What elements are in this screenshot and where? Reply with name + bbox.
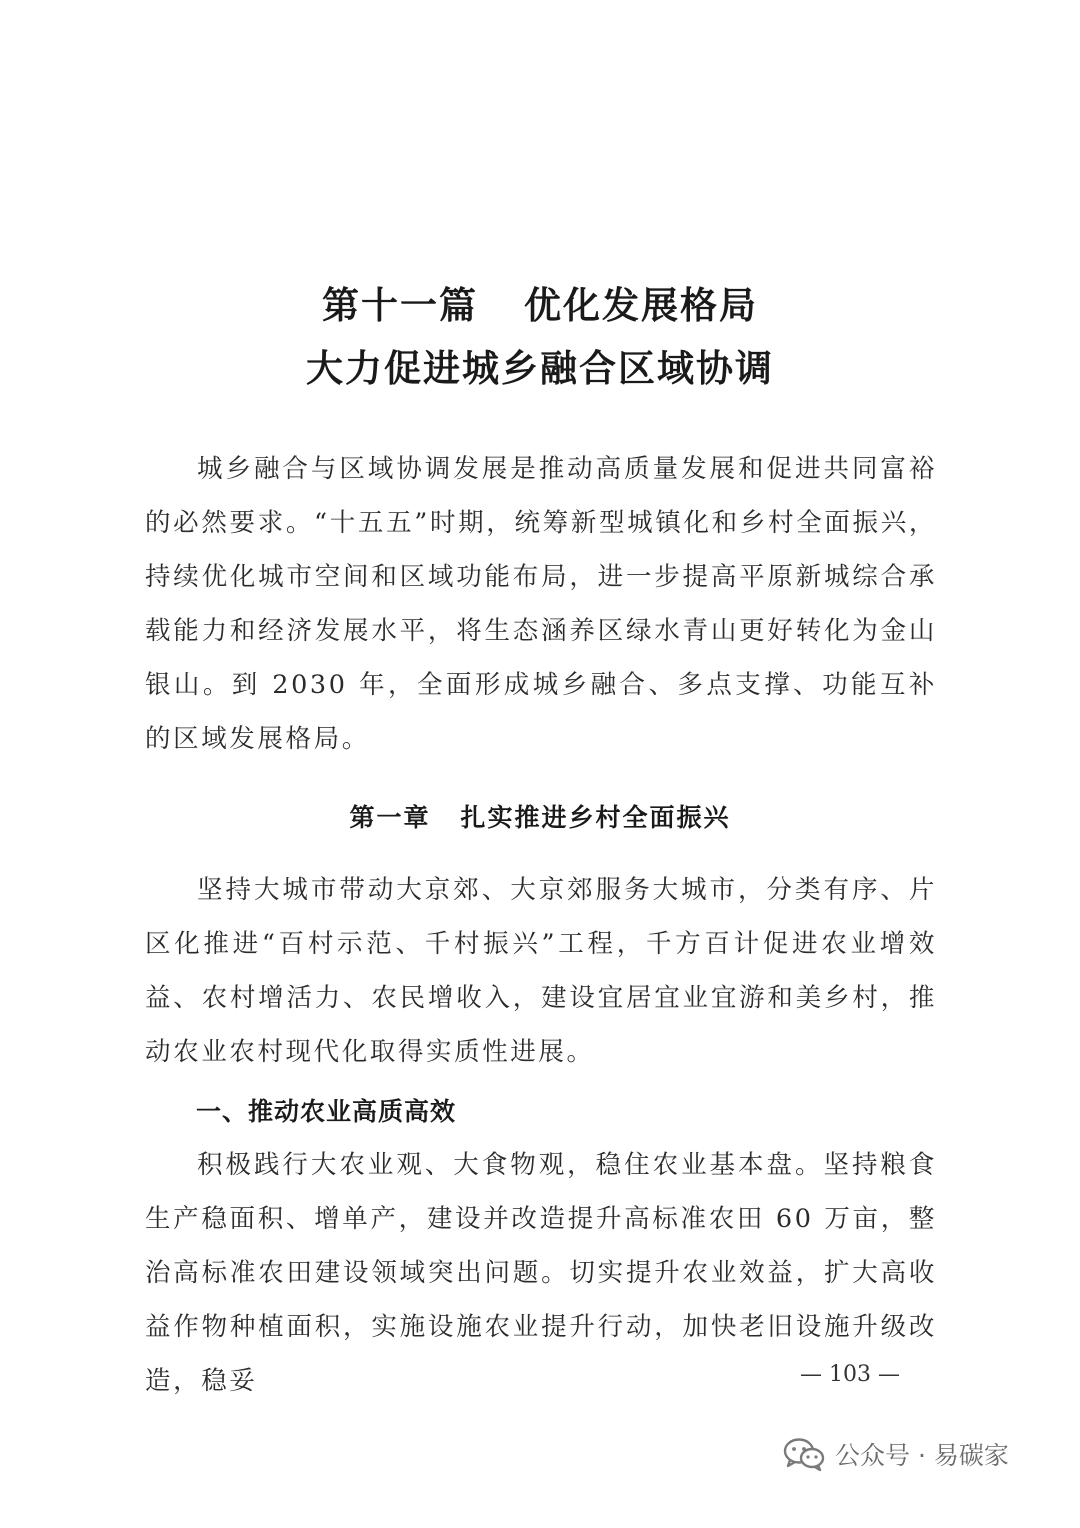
chapter-title — [0, 800, 1080, 835]
section-title: 一、推动农业高质高效 — [196, 1097, 457, 1126]
page-number: — 103 — — [800, 1362, 900, 1387]
section-paragraph: 积极践行大农业观、大食物观，稳住农业基本盘。坚持粮食生产稳面积、增单产，建设并改造提升高标准农田 60 万亩，整治高标准农田建设领域突出问题。切实提升农业效益，扩大高收益作物种植面积，实施设施农业提升行动，加快老旧设施升级改造，稳妥 — [145, 1150, 937, 1396]
part-title-line1 — [0, 284, 1080, 327]
part-title-line2: 大力促进城乡融合区域协调 — [306, 347, 774, 390]
chapter-paragraph: 坚持大城市带动大京郊、大京郊服务大城市，分类有序、片区化推进“百村示范、千村振兴”工程，千方百计促进农业增效益、农村增活力、农民增收入，建设宜居宜业宜游和美乡村，推动农业农村现代化取得实质性进展。 — [145, 875, 937, 1067]
watermark-text: 公众号 · 易碳家 — [835, 1441, 1009, 1470]
chapter-name: 扎实推进乡村全面振兴 — [460, 803, 731, 832]
watermark — [783, 1432, 1009, 1476]
wechat-icon — [783, 1436, 825, 1472]
part-number: 第十一篇 — [322, 284, 478, 327]
part-name: 优化发展格局 — [524, 284, 758, 327]
intro-paragraph: 城乡融合与区域协调发展是推动高质量发展和促进共同富裕的必然要求。“十五五”时期，统筹新型城镇化和乡村全面振兴，持续优化城市空间和区域功能布局，进一步提高平原新城综合承载能力和经济发展水平，将生态涵养区绿水青山更好转化为金山银山。到 2030 年，全面形成城乡融合、多点支撑、功能互补的区域发展格局。 — [145, 454, 937, 754]
chapter-number: 第一章 — [349, 803, 431, 832]
